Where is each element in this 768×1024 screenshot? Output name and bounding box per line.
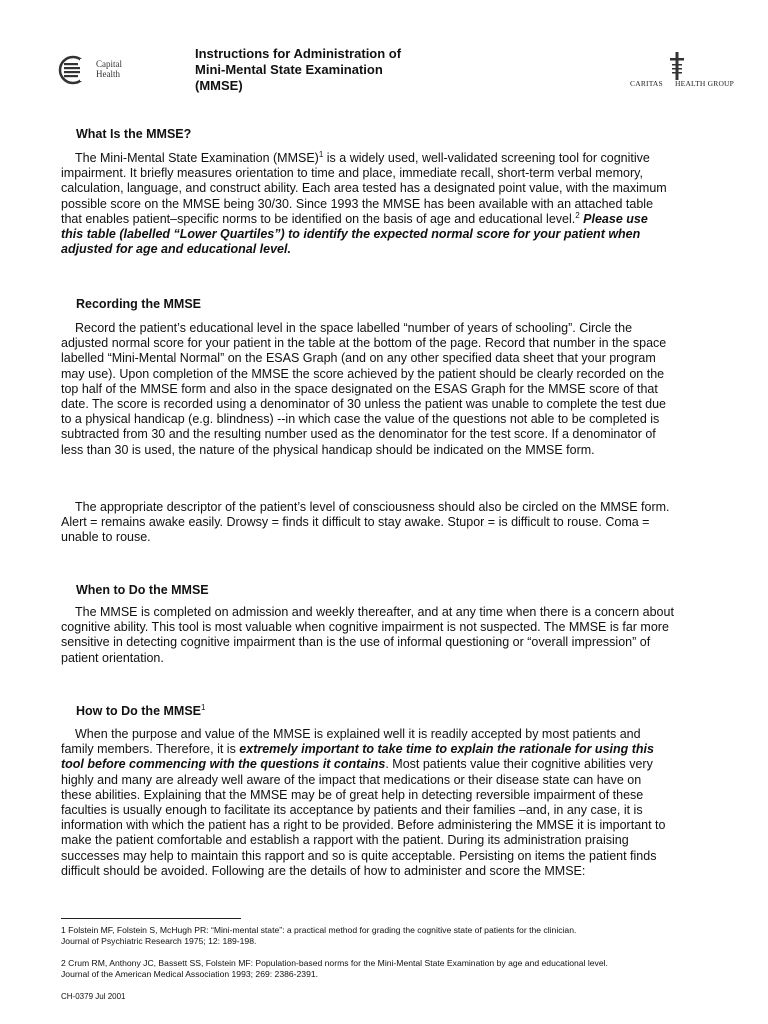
what-text-a: The Mini-Mental State Examination (MMSE) xyxy=(75,151,319,165)
cross-icon xyxy=(668,52,686,80)
document-title xyxy=(195,46,515,94)
paragraph-when: The MMSE is completed on admission and weekly thereafter, and at any time when there is a concern about cognitive ability. This tool is most valuable when cognitive impairment is not suspected. The MMSE is far more sensitive in detecting cognitive impairment than is the use of informal questioning or “overall impression” of patient orientation. xyxy=(61,605,674,665)
org-word-left: CARITAS xyxy=(630,79,663,88)
title-line-3: (MMSE) xyxy=(195,78,243,93)
title-line-1: Instructions for Administration of xyxy=(195,46,402,61)
heading-how-footnote-ref: 1 xyxy=(201,703,206,712)
footnote-divider xyxy=(61,918,241,919)
footnote-ref-2: 2 xyxy=(575,210,580,220)
capital-health-logo-icon xyxy=(58,55,92,85)
footnote-1: 1 Folstein MF, Folstein S, McHugh PR: “Mini-mental state”: a practical method for grading the cognitive state of patients for the clinician. Journal of Psychiatric Research 1975; 12: 189-198. xyxy=(61,925,577,946)
title-line-2: Mini-Mental State Examination xyxy=(195,62,383,77)
heading-how xyxy=(76,703,205,718)
heading-recording: Recording the MMSE xyxy=(76,297,202,311)
what-emphasis: Please use this table (labelled “Lower Quartiles”) to identify the expected normal score for your patient when adjusted for age and educational level. xyxy=(61,211,648,257)
caritas-logo xyxy=(630,52,742,92)
caritas-org-name xyxy=(630,79,734,88)
document-code: CH-0379 Jul 2001 xyxy=(61,992,126,1001)
paragraph-what-is xyxy=(61,151,741,257)
paragraph-recording: Record the patient’s educational level in the space labelled “number of years of schooling”. Circle the adjusted normal score for your patient in the table at the bottom of the page. Record that number in the space labelled “Mini-Mental Normal” on the ESAS Graph (and on any other specified data sheet that your program may use). Upon completion of the MMSE the score achieved by the patient should be clearly recorded on the top half of the MMSE form and also in the space designated on the ESAS Graph for the MMSE score of that date. The score is recorded using a denominator of 30 unless the patient was unable to complete the test due to a physical handicap (e.g. blindness) --in which case the value of the questions not able to be completed is subtracted from 30 and the resulting number used as the denominator for the test score. If a denominator of less than 30 is used, the nature of the physical handicap should be indicated on the MMSE form. xyxy=(61,321,667,457)
what-text-b: is a widely used, well-validated screening tool for cognitive impairment. It briefly measures orientation to time and place, immediate recall, short-term verbal memory, calculation, language, and construct ability. Each area tested has a designated point value, with the maximum possible score on the MMSE being 30/30. Since 1993 the MMSE has been available with an attached table that enables patient–specific norms to be identified on the basis of age and educational level. xyxy=(61,151,667,226)
footnote-ref-1: 1 xyxy=(318,149,324,159)
paragraph-consciousness: The appropriate descriptor of the patient’s level of consciousness should also be circled on the MMSE form. Alert = remains awake easily. Drowsy = finds it difficult to stay awake. Stupor = is difficult to rouse. Coma = unable to rouse. xyxy=(61,500,670,545)
logo-word-1: Capital xyxy=(96,59,122,69)
paragraph-how xyxy=(61,727,741,879)
footnote-2: 2 Crum RM, Anthony JC, Bassett SS, Folstein MF: Population-based norms for the Mini-Mental State Examination by age and educational level. Journal of the American Medical Association 1993; 269: 2386-2391. xyxy=(61,958,608,979)
heading-when: When to Do the MMSE xyxy=(76,583,209,597)
how-emphasis: extremely important to take time to explain the rationale for using this tool before commencing with the questions it contains xyxy=(61,742,654,772)
capital-health-logo xyxy=(58,55,138,87)
heading-what-is: What Is the MMSE? xyxy=(76,127,192,141)
heading-how-text: How to Do the MMSE xyxy=(76,704,201,719)
how-text-b: . Most patients value their cognitive abilities very highly and many are already well aware of the impact that medications or their disease state can have on these abilities. Explaining that the MMSE may be of great help in detecting reversible impairment of these faculties is usually enough to facilitate its acceptance by patients and their families –and, in any case, it is information with which the patient has a right to be provided. Before administering the MMSE it is important to make the patient comfortable and establish a rapport with the patient. During its administration praising successes may help to maintain this rapport and so is quite acceptable. Persisting on items the patient finds difficult should be avoided. Following are the details of how to administer and score the MMSE: xyxy=(61,757,666,878)
how-text-a: When the purpose and value of the MMSE is explained well it is readily accepted by most patients and family members. Therefore, it is xyxy=(61,727,641,757)
logo-word-2: Health xyxy=(96,69,120,79)
org-word-right: HEALTH GROUP xyxy=(675,79,735,88)
